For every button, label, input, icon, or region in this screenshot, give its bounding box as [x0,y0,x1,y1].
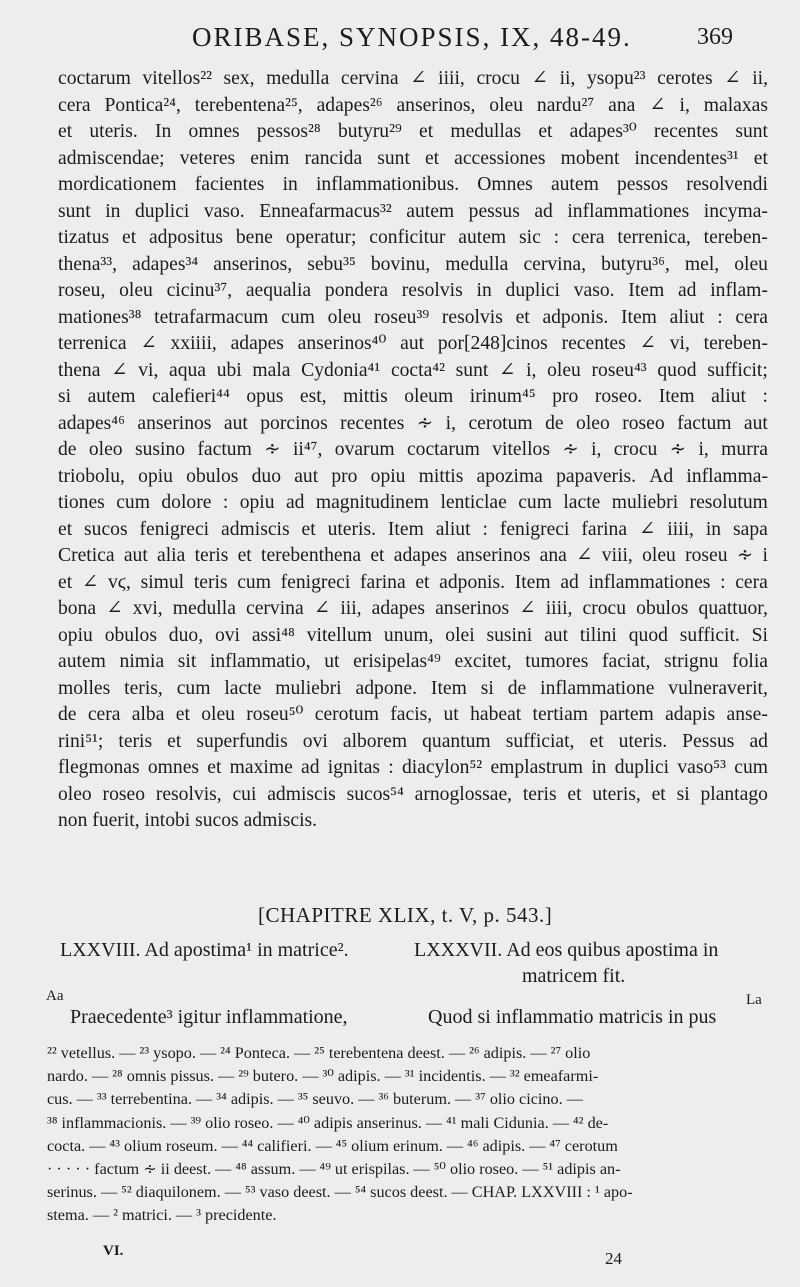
right-heading-line-1: LXXXVII. Ad eos quibus apostima in [414,939,719,961]
page-number: 369 [697,24,733,50]
printer-signature: VI. [103,1243,124,1259]
left-column-heading [60,937,390,963]
text-line: mationes³⁸ tetrafarmacum cum oleu roseu³⁹ resolvis et adponis. Item aliut : cera [58,306,768,328]
text-line: de cera alba et oleu roseu⁵⁰ cerotum facis, ut habeat tertiam partem adapis anse- [58,704,768,725]
right-heading-line-2: matricem fit. [522,965,626,987]
text-line: thena ∠ vi, aqua ubi mala Cydonia⁴¹ cocta⁴² sunt ∠ i, oleu roseu⁴³ quod sufficit; [58,359,768,381]
page-header [0,20,800,60]
text-line: molles teris, cum lacte muliebri adpone. Item si de inflammatione vulneraverit, [58,677,768,699]
text-line: tizatus et adpositus bene operatur; conficitur autem sic : cera terrenica, tereben- [58,227,768,248]
footnote-line: nardo. — ²⁸ omnis pissus. — ²⁹ butero. — ³⁰ adipis. — ³¹ incidentis. — ³² emeafarmi- [47,1067,599,1086]
text-line: autem nimia sit inflammatio, ut erisipelas⁴⁹ excitet, tumores faciat, strignu folia [58,651,768,672]
text-line: oleo roseo resolvis, cui admiscis sucos⁵⁴ arnoglossae, teris et uteris, et si plantago [58,783,768,805]
text-line: adapes⁴⁶ anserinos aut porcinos recentes ∻ i, cerotum de oleo roseo factum aut [58,412,768,434]
footnote-line: ²² vetellus. — ²³ ysopo. — ²⁴ Ponteca. — ²⁵ terebentena deest. — ²⁶ adipis. — ²⁷ olio [47,1044,591,1062]
footnote-line: cus. — ³³ terrebentina. — ³⁴ adipis. — ³⁵ seuvo. — ³⁶ buterum. — ³⁷ olio cicino. — [47,1090,583,1109]
text-line: terrenica ∠ xxiiii, adapes anserinos⁴⁰ aut por[248]cinos recentes ∠ vi, tereben- [58,333,768,354]
left-column-text: Praecedente³ igitur inflammatione, [70,1006,348,1028]
left-heading-text: LXXVIII. Ad apostima¹ in matrice². [60,939,349,961]
footnotes [47,1042,771,1228]
right-column-text: Quod si inflammatio matricis in pus [428,1006,717,1028]
footnote-line: serinus. — ⁵² diaquilonem. — ⁵³ vaso deest. — ⁵⁴ sucos deest. — CHAP. LXXVIII : ¹ apo- [47,1183,633,1202]
footnote-line: ³⁸ inflammacionis. — ³⁹ olio roseo. — ⁴⁰ adipis anserinus. — ⁴¹ mali Cidunia. — ⁴² de- [47,1113,609,1132]
footnote-line: stema. — ² matrici. — ³ precidente. [47,1206,277,1225]
text-line: de oleo susino factum ∻ ii⁴⁷, ovarum coctarum vitellos ∻ i, crocu ∻ i, murra [58,439,768,460]
text-line: et ∠ vϛ, simul teris cum fenigreci farina et adponis. Item ad inflammationes : cera [58,571,768,593]
left-siglum: Aa [46,988,64,1004]
text-line: flegmonas omnes et maxime ad ignitas : diacylon⁵² emplastrum in duplici vaso⁵³ cum [58,757,768,778]
text-line: cera Pontica²⁴, terebentena²⁵, adapes²⁶ anserinos, oleu nardu²⁷ ana ∠ i, malaxas [58,94,768,116]
text-line: rini⁵¹; teris et superfundis ovi alborem quantum sufficiat, et uteris. Pessus ad [58,730,768,752]
text-line: triobolu, opiu obulos duo aut pro opiu mittis apozima papaveris. Ad inflamma- [58,465,768,487]
footnote-line: · · · · · factum ∻ ii deest. — ⁴⁸ assum. — ⁴⁹ ut erispilas. — ⁵⁰ olio roseo. — ⁵¹ adipis an- [47,1159,621,1178]
chapter-reference: [CHAPITRE XLIX, t. V, p. 543.] [258,903,553,927]
text-line: opiu obulos duo, ovi assi⁴⁸ vitellum unum, olei susini aut tilini quod sufficit. Si [58,624,768,646]
text-line: sunt in duplici vaso. Enneafarmacus³² autem pessus ad inflammationes incyma- [58,200,768,222]
text-line: si autem calefieri⁴⁴ opus est, mittis oleum irinum⁴⁵ pro roseo. Item aliut : [58,386,768,407]
folio-number: 24 [605,1249,622,1268]
text-line: non fuerit, intobi sucos admiscis. [58,810,318,831]
text-line: et uteris. In omnes pessos²⁸ butyru²⁹ et medullas et adapes³⁰ recentes sunt [58,121,768,142]
text-line: roseu, oleu cicinu³⁷, aequalia pondera resolvis in duplici vaso. Item ad inflam- [58,280,768,301]
text-line: Cretica aut alia teris et terebenthena et adapes anserinos ana ∠ viii, oleu roseu ∻ i [58,545,768,566]
text-line: thena³³, adapes³⁴ anserinos, sebu³⁵ bovinu, medulla cervina, butyru³⁶, mel, oleu [58,253,768,275]
footnote-line: cocta. — ⁴³ olium roseum. — ⁴⁴ califieri. — ⁴⁵ olium erinum. — ⁴⁶ adipis. — ⁴⁷ cerotum [47,1136,618,1155]
text-line: mordicationem facientes in inflammationibus. Omnes autem pessos resolvendi [58,174,768,195]
right-siglum: La [746,992,762,1008]
main-text [58,66,768,835]
text-line: et sucos fenigreci admiscis et uteris. Item aliut : fenigreci farina ∠ iiii, in sapa [58,518,768,540]
text-line: admiscendae; veteres enim rancida sunt et accessiones mobent incendentes³¹ et [58,147,768,169]
running-head: ORIBASE, SYNOPSIS, IX, 48-49. [192,22,632,52]
text-line: tiones cum dolore : opiu ad magnitudinem lenticlae cum lacte muliebri resolutum [58,492,768,513]
right-column-heading [414,937,774,989]
text-line: coctarum vitellos²² sex, medulla cervina ∠ iiii, crocu ∠ ii, ysopu²³ cerotes ∠ ii, [58,68,768,89]
text-line: bona ∠ xvi, medulla cervina ∠ iii, adapes anserinos ∠ iiii, crocu obulos quattuor, [58,598,768,619]
